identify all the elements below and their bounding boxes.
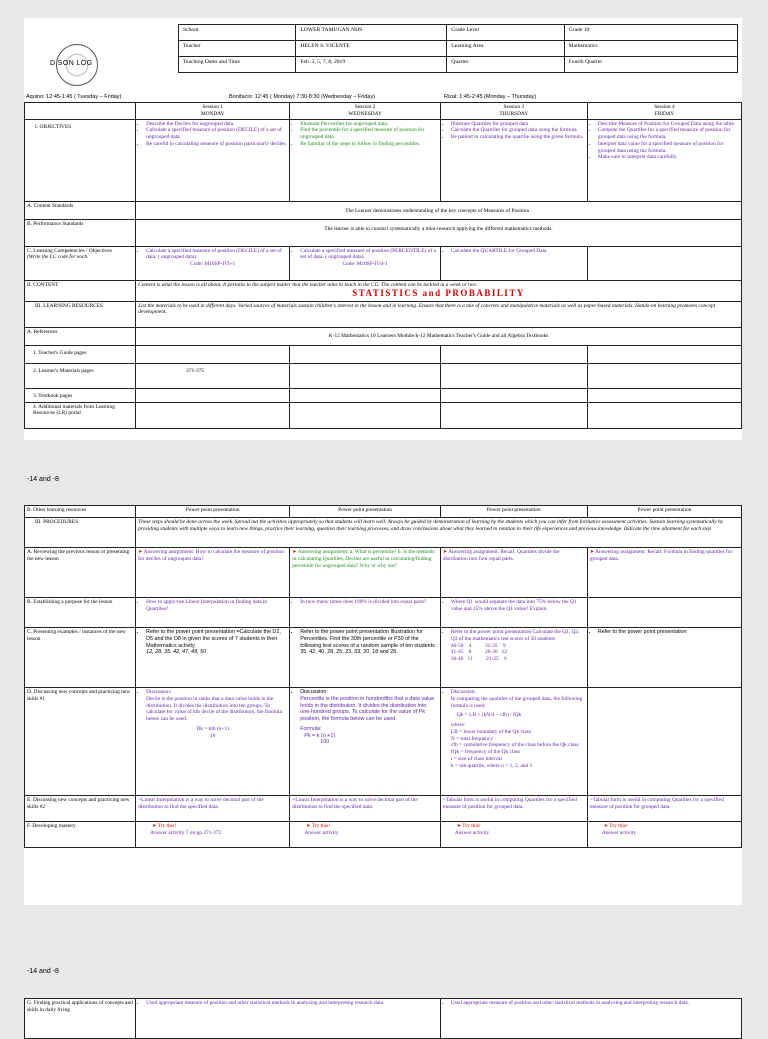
objective-item: • Interpret data value for a specified measure of position for grouped data using the formula. (598, 141, 739, 155)
session-day: WEDNESDAY (348, 110, 382, 117)
competency-code: Code: M10SP-IVd-1 (342, 261, 388, 267)
session-2-header (290, 103, 441, 120)
resource-row (25, 402, 742, 428)
procedure-c-row (25, 628, 742, 688)
procedure-b-s4 (587, 598, 741, 628)
gap-note: -14 and -8 (27, 476, 59, 483)
procedure-e-s3: =Tabular form is useful in computing Quartiles for a specified measure of position for grouped data. (440, 796, 587, 822)
header-label: School (179, 25, 296, 41)
procedure-g-label: G. Finding practical applications of concepts and skills in daily living (25, 999, 136, 1039)
application-table (24, 998, 742, 1039)
objective-item: • Find the percentile for a specified measure of position for ungrouped data. (300, 127, 438, 141)
application-text: • Used appropriate measure of position and other statistical methods in analyzing and interpreting research data. (146, 1000, 438, 1007)
session-label: Session 2 (354, 104, 376, 110)
procedure-text: Answering assignment: How to calculate the measure of position for deciles of ungrouped data? (138, 549, 285, 563)
procedure-f-s4: ➤ Try this! Answer activity (587, 822, 741, 848)
references-label: A. References (25, 327, 136, 345)
references-row (25, 327, 742, 345)
header-value: LOWER TAMUGAN NHS (296, 25, 447, 41)
procedure-f-label: F. Developing mastery (25, 822, 136, 848)
objectives-s4 (587, 119, 741, 201)
procedure-d-label: D. Discussing new concepts and practicing new skills #1 (25, 688, 136, 796)
competency-code: Code: M10SP-IVb-1 (190, 261, 236, 267)
competencies-s4 (587, 246, 741, 280)
resource-cell (440, 345, 587, 363)
procedure-e-s4: =Tabular form is useful in computing Quartiles for a specified measure of position for grouped data. (587, 796, 741, 822)
score-row: 36-40 11 21-25 6 (450, 656, 507, 662)
header-label: Quarter (447, 57, 564, 73)
procedure-a-s3: ➤ Answering assignment: Recall: Quartiles divide the distribution into four equal parts. (440, 548, 587, 598)
procedure-d-row (25, 688, 742, 796)
competencies-label (25, 246, 136, 280)
session-label: Session 3 (503, 104, 525, 110)
procedure-a-label: A. Reviewing the previous lesson or presenting the new lesson (25, 548, 136, 598)
resource-row (25, 363, 742, 388)
other-resources-s1: Power point presentation (136, 506, 290, 518)
score-row: 41-45 8 26-30 12 (450, 649, 507, 656)
resource-cell (440, 388, 587, 402)
formula-where: N = total frequency (450, 735, 493, 742)
procedure-text: • In how many times does 100% is divided into equal parts? (300, 599, 438, 606)
header-value: Grade 10 (564, 25, 737, 41)
competencies-sublabel: (Write the LC code for each. (27, 254, 89, 261)
formula-where: LB = lower boundary of the Qk class (450, 728, 531, 735)
procedure-d-s2 (290, 688, 441, 796)
schedule-bonifacio: Bonifacio: 12:45 ( Monday) 7:30-8:30 (Wednesday – Friday) (229, 94, 376, 100)
score-row: 46-50 4 31-35 9 (450, 642, 506, 649)
procedure-b-s3 (440, 598, 587, 628)
performance-standards-row (25, 219, 742, 246)
resource-label: 4. Additional materials from Learning Resources (LR) portal (25, 402, 136, 428)
other-resources-label: B. Other learning resources (25, 506, 136, 518)
procedure-a-s1: ➤ Answering assignment: How to calculate the measure of position for deciles of ungrouped data? (136, 548, 290, 598)
procedure-a-s4: ➤ Answering assignment: Recall: Formula in finding quartiles for grouped data. (587, 548, 741, 598)
objective-item: • Make sure to interpret data carefully. (598, 154, 739, 161)
objectives-s3 (440, 119, 587, 201)
resource-cell (587, 388, 741, 402)
resource-cell (290, 388, 441, 402)
formula-where: where: (450, 722, 466, 728)
header-value: HELEN S. VICENTE (296, 41, 447, 57)
competency-item: • Calculate a specified measure of position (DECILE) of a set of data. ( ungrouped data). (146, 248, 287, 262)
header-label: Grade Level (447, 25, 564, 41)
resource-cell (440, 402, 587, 428)
header-row (179, 41, 738, 57)
application-text: • Used appropriate measure of position and other statistical methods in analyzing and interpreting research data. (451, 1000, 739, 1007)
try-this-label: Try this! (462, 823, 481, 829)
resource-cell (587, 363, 741, 388)
procedure-text: • How to apply/use Linear Interpolation in finding data in Quartiles? (146, 599, 287, 613)
try-this-label: Try this! (311, 823, 331, 829)
session-header-row (25, 103, 742, 120)
competency-item: • Calculate a specified measure of position (PERCENTILE) of a set of data. ( ungrouped data). (300, 248, 438, 262)
objective-item: • Be careful in calculating measure of position particularly deciles. (146, 141, 287, 148)
objectives-s1 (136, 119, 290, 201)
procedure-e-s1: =Linear Interpolation is a way to solve decimal part of the distribution to find the specified data. (136, 796, 290, 822)
header-row (179, 25, 738, 41)
competencies-s2 (290, 246, 441, 280)
content-standards-label: A. Content Standards (25, 201, 136, 219)
header-label: Teacher (179, 41, 296, 57)
competencies-s3 (440, 246, 587, 280)
procedure-text: • Refer to the power point presentation =Calculate the D2, D5 and the D8 in given the scores of 7 students in their Mathematics activity. (146, 629, 287, 649)
resource-s1 (136, 345, 290, 363)
objective-item: • Describe Measure of Position for Grouped Data using the table. (598, 121, 739, 128)
objective-item: • Illustrate Percentiles for ungrouped data. (300, 121, 438, 128)
procedures-note: These steps should be done across the week. Spread out the activities appropriately so that students will learn well. Always be guided by demonstration of learning by the students which you can infer from formative assessment activities. Sustain learning systematically by providing students with multiple ways to learn new things, practice their learning, question their learning processes, and draw conclusions about what they learned in relation to their life experiences and previous knowledge. Indicate the time allotment for each step (136, 518, 742, 548)
procedure-e-label: E. Discussing new concepts and practicing new skills #2 (25, 796, 136, 822)
discussion-text: Percentile is the position in hundredths that a data value holds in the distribution. It divides the distribution into one-hundred groups. To calculate for the value of Pk position, the formula below can be used. (300, 695, 435, 722)
header-table (178, 24, 738, 73)
formula-where: cfb = cumulative frequency of the class before the Qk class (450, 742, 579, 749)
quartile-formula: Qk = LB + (kN/4 − cfb) / fQk (456, 712, 522, 719)
objectives-row (25, 119, 742, 201)
activity-text: Answer activity (304, 830, 339, 837)
procedure-f-s1: ➤ Try this! Answer activity 7 on pp.371-372 (136, 822, 290, 848)
discussion-title: • Discussion: (300, 689, 438, 696)
formula-where: k = nth quartile, where n = 1, 2, and 3 (450, 762, 533, 769)
procedure-text: Answering assignment: a. What is percentile? b. Is the methods in calculating Quartiles, Deciles are useful in calculating/finding percentile for ungrouped data? Why or why not? (292, 549, 435, 569)
objective-item: • Compute the Quartiles for a specified measure of position for grouped data using the formula. (598, 127, 739, 141)
procedure-f-row (25, 822, 742, 848)
procedure-g-row (25, 999, 742, 1039)
objectives-s2 (290, 119, 441, 201)
header-label: Learning Area (447, 41, 564, 57)
resource-s1 (136, 402, 290, 428)
performance-standards-label: B. Performance Standards (25, 219, 136, 246)
procedure-f-s2: ➤ Try this! Answer activity (290, 822, 441, 848)
procedure-data: 12, 28, 35, 42, 47, 49, 50 (146, 649, 207, 656)
page-1 (24, 18, 742, 440)
schedule-rizal: Rizal: 1:45-2:45 (Monday – Thursday) (444, 94, 537, 100)
session-1-header (136, 103, 290, 120)
resource-cell (587, 345, 741, 363)
other-resources-s4: Power point presentation (587, 506, 741, 518)
procedure-a-s2: ➤ Answering assignment: a. What is percentile? b. Is the methods in calculating Quartiles, Deciles are useful in calculating/finding percentile for ungrouped data? Why or why not? (290, 548, 441, 598)
resource-cell (290, 345, 441, 363)
competency-item: • Calculate the QUARTILE for Grouped Data (451, 248, 585, 255)
content-standards-row (25, 201, 742, 219)
objective-item: • Calculate a specified measure of position (DECILE) of a set of ungrouped data. (146, 127, 287, 141)
header-value: Feb. 3, 5, 7, 8, 2019 (296, 57, 447, 73)
references-text: K-12 Mathematics 10 Learners Module/k-12 Mathematics Teacher's Guide and all Algebra Textbooks (136, 327, 742, 345)
session-label: Session 4 (654, 104, 675, 110)
percentile-denominator: 100 (320, 739, 330, 746)
header-value: Fourth Quarter (564, 57, 737, 73)
page-3 (24, 998, 742, 1038)
content-label: II. CONTENT (25, 280, 136, 301)
content-row (25, 280, 742, 301)
competencies-title: C. Learning Competencies / Objectives (27, 247, 112, 254)
formula-label: Formula: (300, 725, 322, 732)
main-table-wrap (24, 102, 742, 429)
session-day: THURSDAY (499, 110, 529, 117)
try-this-label: Try this! (609, 823, 628, 829)
session-day: FRIDAY (654, 110, 675, 117)
objective-item: • Illustrate Quartiles for grouped data (451, 121, 585, 128)
procedure-d-s1 (136, 688, 290, 796)
procedure-d-s3 (440, 688, 587, 796)
resource-cell (290, 363, 441, 388)
header-row (179, 57, 738, 73)
header-label: Teaching Dates and Time (179, 57, 296, 73)
try-this-label: Try this! (157, 823, 177, 829)
blank-cell (25, 103, 136, 120)
competencies-row (25, 246, 742, 280)
resource-row (25, 388, 742, 402)
activity-text: Answer activity (601, 830, 637, 837)
procedure-text: Answering assignment: Recall: Quartiles divide the distribution into four equal parts. (442, 549, 560, 563)
resources-label: III. LEARNING RESOURCES (25, 301, 136, 327)
gap-note-2: -14 and -8 (27, 968, 59, 975)
resource-cell (587, 402, 741, 428)
procedure-text: • Refer to the power point presentation Illustration for Percentiles. Find the 30th percentile or P30 of the following test scores of a random sample of ten students : 35, 42, 40, 28, 25, 23, 33, 20, 18 and 28. (300, 629, 438, 656)
procedure-b-s2 (290, 598, 441, 628)
session-3-header (440, 103, 587, 120)
session-label: Session 1 (202, 104, 223, 110)
resources-note: List the materials to be used in different days. Varied sources of materials sustain children's interest in the lesson and in learning. Ensure that there is a mix of concrete and manipulative materials as well as paper-based materials. Hands-on learning promotes concept development. (136, 301, 742, 327)
procedure-text: Answering assignment: Recall: Formula in finding quartiles for grouped data. (589, 549, 733, 563)
other-resources-row (25, 506, 742, 518)
procedures-table (24, 505, 742, 848)
procedure-c-s1 (136, 628, 290, 688)
procedure-text: • Where Q1 would separate the data into 75% below the Q1 value and 25% above the Q1 value? Explain. (451, 599, 585, 613)
procedure-b-s1 (136, 598, 290, 628)
schedule-aquino: Aquino: 12:45-1:45 ( Tuesday – Friday) (26, 94, 122, 100)
discussion-text: Decile is the position in ranks that a data value holds in the distribution. It divides the distribution into ten groups. To calculate for value of kth decile of the distribution, the formula below can be used. (146, 695, 282, 722)
procedure-c-label: C. Presenting examples / instances of the new lesson (25, 628, 136, 688)
formula-where: fQk = frequency of the Qk class (450, 749, 521, 755)
discussion-text: In computing the quartiles of the grouped data, the following formula is used: (450, 695, 583, 709)
header-value: Mathematics (564, 41, 737, 57)
objective-item: • Describe the Deciles for ungrouped data. (146, 121, 287, 128)
resources-row (25, 301, 742, 327)
daily-lesson-log-title: D SON LOG (50, 60, 93, 67)
activity-text: Answer activity (454, 830, 490, 837)
resource-label: 1. Teacher's Guide pages (25, 345, 136, 363)
competencies-s1 (136, 246, 290, 280)
activity-text: Answer activity 7 on pp.371-372 (150, 830, 222, 837)
procedure-c-s3 (440, 628, 587, 688)
discussion-title: • Discussion: (451, 689, 585, 696)
content-note: Content is what the lesson is all about. It pertains to the subject matter that the teacher aims to teach in the CG. The content can be tackled in a week or two. (138, 281, 478, 288)
resource-s1: 371-375 (136, 363, 290, 388)
resource-row (25, 345, 742, 363)
discussion-title: • Discussion: (146, 689, 287, 696)
procedure-d-s4 (587, 688, 741, 796)
procedure-text: • Refer to the power point presentation (598, 629, 739, 636)
procedure-a-row (25, 548, 742, 598)
procedure-b-row (25, 598, 742, 628)
procedure-c-s2 (290, 628, 441, 688)
procedure-c-s4 (587, 628, 741, 688)
procedure-f-s3: ➤ Try this! Answer activity (440, 822, 587, 848)
decile-formula: Dk = kth (n+1) (196, 725, 229, 732)
content-cell (136, 280, 742, 301)
procedure-g-s1 (136, 999, 441, 1039)
decile-denominator: 10 (210, 732, 216, 739)
resource-s1 (136, 388, 290, 402)
procedures-row (25, 518, 742, 548)
session-4-header (587, 103, 741, 120)
procedure-text: • Refer to the power point presentation Calculate the Q1, Q2, Q3 of the mathematics test scores of 50 students (451, 629, 585, 643)
objectives-label: I. OBJECTIVES (25, 119, 136, 201)
procedure-g-s3 (440, 999, 741, 1039)
objective-item: • Calculate the Quartiles for grouped data using the formula. (451, 127, 585, 134)
objective-item: • Be familiar of the steps to follow in finding percentiles. (300, 141, 438, 148)
resource-label: 3. Textbook pages (25, 388, 136, 402)
percentile-formula: Pk = k (n +1) (304, 732, 336, 739)
performance-standards-text: The learner is able to conduct systematically a mini-research applying the different mathematics methods. (136, 219, 742, 246)
content-standards-text: The Learner demonstrates understanding of the key concepts of Measures of Position . (136, 201, 742, 219)
objective-item: • Be patient in calculating the quartile using the given formula. (451, 134, 585, 141)
header-table-wrap (178, 24, 738, 73)
procedure-e-row (25, 796, 742, 822)
page-2 (24, 505, 742, 905)
other-resources-s3: Power point presentation (440, 506, 587, 518)
content-title: STATISTICS and PROBABILITY (352, 288, 525, 299)
procedures-label: III. PROCEDURES (25, 518, 136, 548)
formula-where: i = size of class interval (450, 755, 502, 762)
resource-cell (290, 402, 441, 428)
resource-label: 2. Learner's Materials pages (25, 363, 136, 388)
resource-cell (440, 363, 587, 388)
procedure-b-label: B. Establishing a purpose for the lesson (25, 598, 136, 628)
session-day: MONDAY (200, 110, 225, 117)
other-resources-s2: Power point presentation (290, 506, 441, 518)
main-table (24, 102, 742, 429)
procedure-e-s2: =Linear Interpolation is a way to solve decimal part of the distribution to find the specified data. (290, 796, 441, 822)
